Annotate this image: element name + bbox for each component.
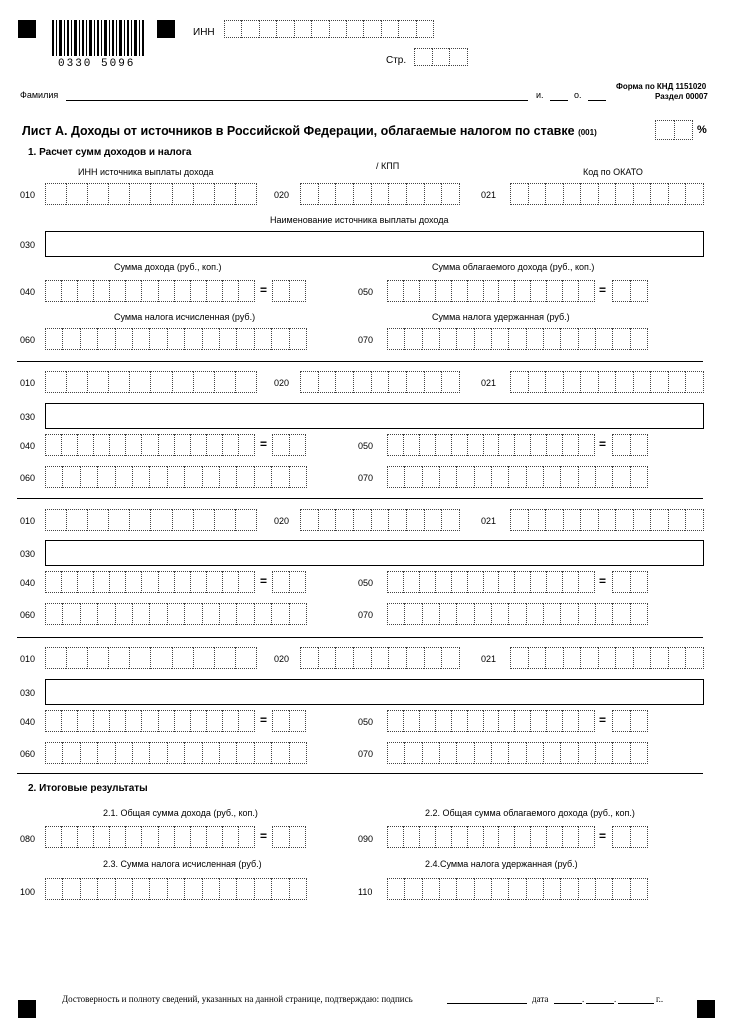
income-rub-field-3[interactable] (45, 571, 255, 593)
inn-label: ИНН (193, 27, 215, 38)
code-040: 040 (20, 287, 36, 297)
date-day-field[interactable] (554, 1003, 582, 1004)
tax-calculated-field-1[interactable] (45, 328, 307, 350)
initial-o-label: о. (574, 90, 582, 100)
decimal-separator: = (260, 713, 268, 727)
code-010: 010 (20, 654, 36, 664)
total-tax-withheld-label: 2.4.Сумма налога удержанная (руб.) (425, 859, 578, 869)
taxable-income-kop-field-3[interactable] (612, 571, 648, 593)
source-kpp-field-2[interactable] (300, 371, 460, 393)
page-number-field[interactable] (414, 48, 468, 66)
code-030: 030 (20, 240, 36, 250)
tax-rate-field[interactable] (655, 120, 693, 140)
source-inn-field-4[interactable] (45, 647, 257, 669)
taxable-income-rub-field-2[interactable] (387, 434, 595, 456)
source-name-label: Наименование источника выплаты дохода (270, 215, 449, 225)
corner-marker-top-mid (157, 20, 175, 38)
decimal-separator: = (599, 283, 607, 297)
initial-i-field[interactable] (550, 100, 568, 101)
code-040: 040 (20, 578, 36, 588)
block-separator (17, 637, 703, 638)
total-income-rub-field[interactable] (45, 826, 255, 848)
taxable-income-label: Сумма облагаемого дохода (руб., коп.) (432, 262, 595, 272)
code-070: 070 (358, 473, 374, 483)
okato-label: Код по ОКАТО (583, 167, 643, 177)
taxable-income-kop-field-2[interactable] (612, 434, 648, 456)
date-month-field[interactable] (586, 1003, 614, 1004)
code-070: 070 (358, 335, 374, 345)
decimal-separator: = (260, 283, 268, 297)
code-060: 060 (20, 335, 36, 345)
initial-i-label: и. (536, 90, 544, 100)
total-tax-calculated-field[interactable] (45, 878, 307, 900)
income-rub-field-4[interactable] (45, 710, 255, 732)
percent-sign: % (697, 124, 707, 136)
barcode-icon (52, 20, 144, 56)
taxable-income-kop-field-1[interactable] (612, 280, 648, 302)
decimal-separator: = (260, 437, 268, 451)
code-021: 021 (481, 190, 497, 200)
source-kpp-field-1[interactable] (300, 183, 460, 205)
code-020: 020 (274, 190, 290, 200)
income-rub-field-2[interactable] (45, 434, 255, 456)
surname-label: Фамилия (20, 90, 59, 100)
code-021: 021 (481, 516, 497, 526)
source-kpp-field-3[interactable] (300, 509, 460, 531)
tax-withheld-field-1[interactable] (387, 328, 648, 350)
decimal-separator: = (260, 574, 268, 588)
decimal-separator: = (599, 829, 607, 843)
total-tax-withheld-field[interactable] (387, 878, 648, 900)
decimal-separator: = (599, 437, 607, 451)
code-070: 070 (358, 610, 374, 620)
income-rub-field-1[interactable] (45, 280, 255, 302)
date-label: дата (532, 994, 549, 1004)
section2-title: 2. Итоговые результаты (28, 783, 148, 794)
signature-field[interactable] (447, 1003, 527, 1004)
income-kop-field-2[interactable] (272, 434, 306, 456)
section-code: Раздел 00007 (655, 92, 708, 101)
source-name-field-4[interactable] (45, 679, 704, 705)
code-010: 010 (20, 190, 36, 200)
taxable-income-kop-field-4[interactable] (612, 710, 648, 732)
code-050: 050 (358, 287, 374, 297)
tax-withheld-field-3[interactable] (387, 603, 648, 625)
page-label: Стр. (386, 55, 407, 66)
code-030: 030 (20, 688, 36, 698)
tax-withheld-field-4[interactable] (387, 742, 648, 764)
code-050: 050 (358, 578, 374, 588)
source-okato-field-3[interactable] (510, 509, 704, 531)
taxable-income-rub-field-4[interactable] (387, 710, 595, 732)
source-okato-field-4[interactable] (510, 647, 704, 669)
taxable-income-rub-field-1[interactable] (387, 280, 595, 302)
inn-source-label: ИНН источника выплаты дохода (78, 167, 214, 177)
income-kop-field-3[interactable] (272, 571, 306, 593)
code-040: 040 (20, 717, 36, 727)
source-inn-field-1[interactable] (45, 183, 257, 205)
total-income-label: 2.1. Общая сумма дохода (руб., коп.) (103, 808, 258, 818)
code-021: 021 (481, 654, 497, 664)
total-tax-calculated-label: 2.3. Сумма налога исчисленная (руб.) (103, 859, 262, 869)
tax-calculated-field-2[interactable] (45, 466, 307, 488)
form-code: Форма по КНД 1151020 (616, 82, 707, 91)
inn-field[interactable] (224, 20, 434, 38)
block-separator (17, 361, 703, 362)
tax-withheld-field-2[interactable] (387, 466, 648, 488)
decimal-separator: = (599, 713, 607, 727)
source-inn-field-3[interactable] (45, 509, 257, 531)
sheet-title-text: Лист А. Доходы от источников в Российской Федерации, облагаемые налогом по ставке (22, 124, 575, 138)
source-okato-field-1[interactable] (510, 183, 704, 205)
decimal-separator: = (260, 829, 268, 843)
tax-calculated-field-4[interactable] (45, 742, 307, 764)
date-year-field[interactable] (618, 1003, 654, 1004)
confirmation-text: Достоверность и полноту сведений, указанных на данной странице, подтверждаю: подпись (62, 994, 413, 1004)
code-090: 090 (358, 834, 374, 844)
code-020: 020 (274, 378, 290, 388)
section1-title: 1. Расчет сумм доходов и налога (28, 147, 192, 158)
code-021: 021 (481, 378, 497, 388)
income-kop-field-4[interactable] (272, 710, 306, 732)
corner-marker-bottom-right (697, 1000, 715, 1018)
corner-marker-bottom-left (18, 1000, 36, 1018)
date-dot: . (582, 994, 585, 1004)
code-030: 030 (20, 412, 36, 422)
code-010: 010 (20, 516, 36, 526)
total-taxable-kop-field[interactable] (612, 826, 648, 848)
source-name-field-1[interactable] (45, 231, 704, 257)
sheet-title-code: (001) (578, 128, 597, 137)
code-030: 030 (20, 549, 36, 559)
code-060: 060 (20, 749, 36, 759)
total-taxable-rub-field[interactable] (387, 826, 595, 848)
tax-withheld-label: Сумма налога удержанная (руб.) (432, 312, 570, 322)
income-kop-field-1[interactable] (272, 280, 306, 302)
code-070: 070 (358, 749, 374, 759)
kpp-label: / КПП (376, 161, 400, 171)
source-name-field-2[interactable] (45, 403, 704, 429)
code-050: 050 (358, 717, 374, 727)
total-taxable-label: 2.2. Общая сумма облагаемого дохода (руб., коп.) (425, 808, 635, 818)
year-suffix: г.. (656, 994, 664, 1004)
code-110: 110 (358, 887, 373, 897)
code-040: 040 (20, 441, 36, 451)
code-060: 060 (20, 473, 36, 483)
barcode-number: 0330 5096 (58, 58, 136, 70)
code-010: 010 (20, 378, 36, 388)
code-100: 100 (20, 887, 36, 897)
code-050: 050 (358, 441, 374, 451)
corner-marker-top-left (18, 20, 36, 38)
decimal-separator: = (599, 574, 607, 588)
initial-o-field[interactable] (588, 100, 606, 101)
date-dot: . (614, 994, 617, 1004)
taxable-income-rub-field-3[interactable] (387, 571, 595, 593)
tax-calculated-label: Сумма налога исчисленная (руб.) (114, 312, 256, 322)
code-080: 080 (20, 834, 36, 844)
surname-field[interactable] (66, 100, 528, 101)
source-kpp-field-4[interactable] (300, 647, 460, 669)
source-okato-field-2[interactable] (510, 371, 704, 393)
code-060: 060 (20, 610, 36, 620)
income-label: Сумма дохода (руб., коп.) (114, 262, 222, 272)
block-separator (17, 498, 703, 499)
block-separator (17, 773, 703, 774)
code-020: 020 (274, 654, 290, 664)
tax-calculated-field-3[interactable] (45, 603, 307, 625)
code-020: 020 (274, 516, 290, 526)
source-inn-field-2[interactable] (45, 371, 257, 393)
source-name-field-3[interactable] (45, 540, 704, 566)
sheet-title (22, 124, 597, 138)
total-income-kop-field[interactable] (272, 826, 306, 848)
